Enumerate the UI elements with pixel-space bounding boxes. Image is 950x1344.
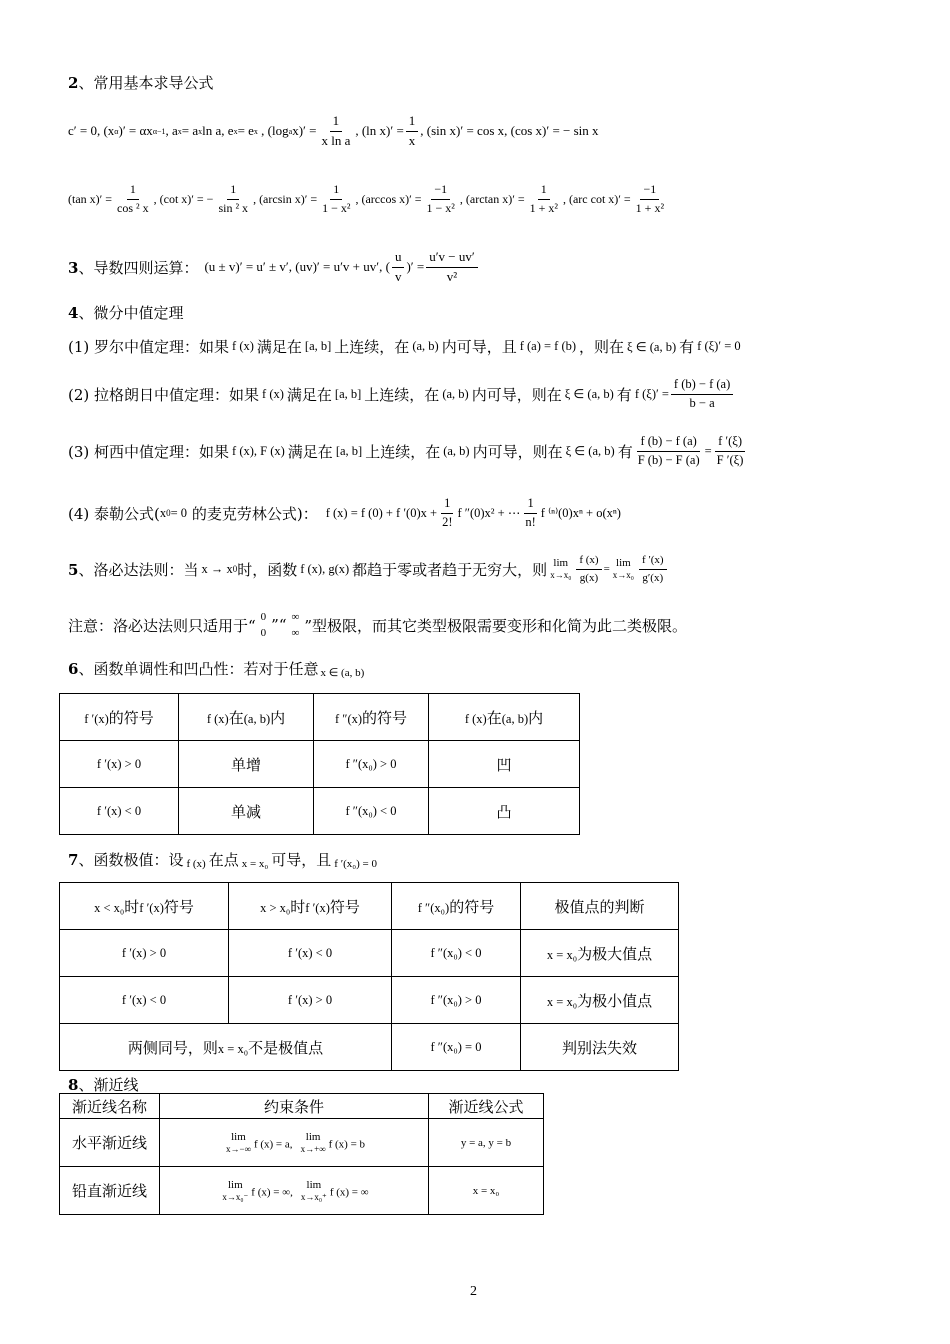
lhopital-rule: 5、洛必达法则：当 x → x 0 时，函数 f (x), g(x) 都趋于零或者趋于无穷大，则 lim x→x₀ $\frac{f (x)}{g(x)}$ = lim x→x₀ $\frac{f '(x)}{g'(x)}$	[68, 547, 669, 591]
lhopital-note: 注意：洛必达法则只适用于“ 0 0 ”“ ∞ ∞ ”型极限，而其它类型极限需要变形和化简为此二类极限。	[68, 610, 688, 639]
section-6-heading: 6、函数单调性和凹凸性：若对于任意 x ∈ (a, b)	[68, 660, 365, 679]
taylor-formula: (4) 泰勒公式( x 0 = 0 的麦克劳林公式)： f (x) = f (0) + f ′(0)x + $\frac{1}{2!}$ f ″(0)x² + ⋯ $\frac{1}{n!}$ f ⁽ⁿ⁾(0)xⁿ + o(xⁿ)	[68, 495, 621, 529]
section-8-heading: 8、渐近线	[68, 1076, 139, 1094]
asymptote-table: 渐近线名称 约束条件 渐近线公式 水平渐近线 lim x→−∞ f (x) = a, lim x→+∞ f (x) = b y = a, y = b 铅直渐近线 lim x→x₀⁻ f (x) = ∞, lim x→x₀⁺ f (x) = ∞ x = x₀	[59, 1093, 544, 1215]
lagrange-theorem: (2) 拉格朗日中值定理：如果 f (x) 满足在 [a, b] 上连续，在 (a, b) 内可导，则在 ξ ∈ (a, b) 有 f (ξ)′ = $\frac{f (b) - f (a)}{b - a}$	[68, 374, 735, 414]
cauchy-theorem: (3) 柯西中值定理：如果 f (x), F (x) 满足在 [a, b] 上连续，在 (a, b) 内可导，则在 ξ ∈ (a, b) 有 $\frac{f (b) - f (a)}{F (b) - F (a)}$ = $\frac{f '(\xi)}{F '(\xi)}$	[68, 433, 744, 467]
section-7-heading: 7、函数极值：设 f (x) 在点 x = x₀ 可导，且 f ′(x₀) = 0	[68, 851, 377, 870]
monotonicity-table: f ′(x)的符号 f (x)在(a, b)内 f ″(x)的符号 f (x)在(a, b)内 f ′(x) > 0 单增 f ″(x₀) > 0 凹 f ′(x) < 0 单减 f ″(x₀) < 0 凸	[59, 693, 580, 835]
rolle-theorem: (1) 罗尔中值定理：如果 f (x) 满足在 [a, b] 上连续，在 (a, b) 内可导，且 f (a) = f (b) ，则在 ξ ∈ (a, b) 有 f (ξ)′ = 0	[68, 338, 741, 356]
derivative-formulas-row-1: c′ = 0, (x α )′ = αx α−1 , a x = a x ln a, e x = e x , (log a x)′ = $\frac{1}{\text{x ln a}}$ , (ln x)′ = $\frac{1}{x}$ , (sin x)′ = cos x, (cos x)′ = − sin x	[68, 113, 599, 148]
derivative-formulas-row-2: (tan x)′ = $\frac{1}{\text{cos ² x}}$ , (cot x)′ = − $\frac{1}{\text{sin ² x}}$ , (arcsin x)′ = $\frac{1}{\text{1 − x²}}$ , (arccos x)′ = $\frac{-1}{\text{1 − x²}}$ , (arctan x)′ = $\frac{1}{\text{1 + x²}}$ , (arc cot x)′ = $\frac{-1}{\text{1 + x²}}$	[68, 182, 665, 215]
page-number: 2	[470, 1284, 477, 1299]
section-3-line: 3、导数四则运算： (u ± v)′ = u′ ± v′, (uv)′ = u′v + uv′, ( $\frac{u}{v}$ )′ = $\frac{u'v - uv'}{\text{v²}}$	[68, 246, 480, 288]
section-4-heading: 4、微分中值定理	[68, 304, 184, 322]
extremum-table: x < x₀时f ′(x)符号 x > x₀时f ′(x)符号 f ″(x₀)的符号 极值点的判断 f ′(x) > 0 f ′(x) < 0 f ″(x₀) < 0 x = x₀为极大值点 f ′(x) < 0 f ′(x) > 0 f ″(x₀) > 0 x = x₀为极小值点 两侧同号，则x = x₀不是极值点 f ″(x₀) = 0 判别法失效	[59, 882, 679, 1071]
section-2-heading: 2、常用基本求导公式	[68, 74, 214, 92]
